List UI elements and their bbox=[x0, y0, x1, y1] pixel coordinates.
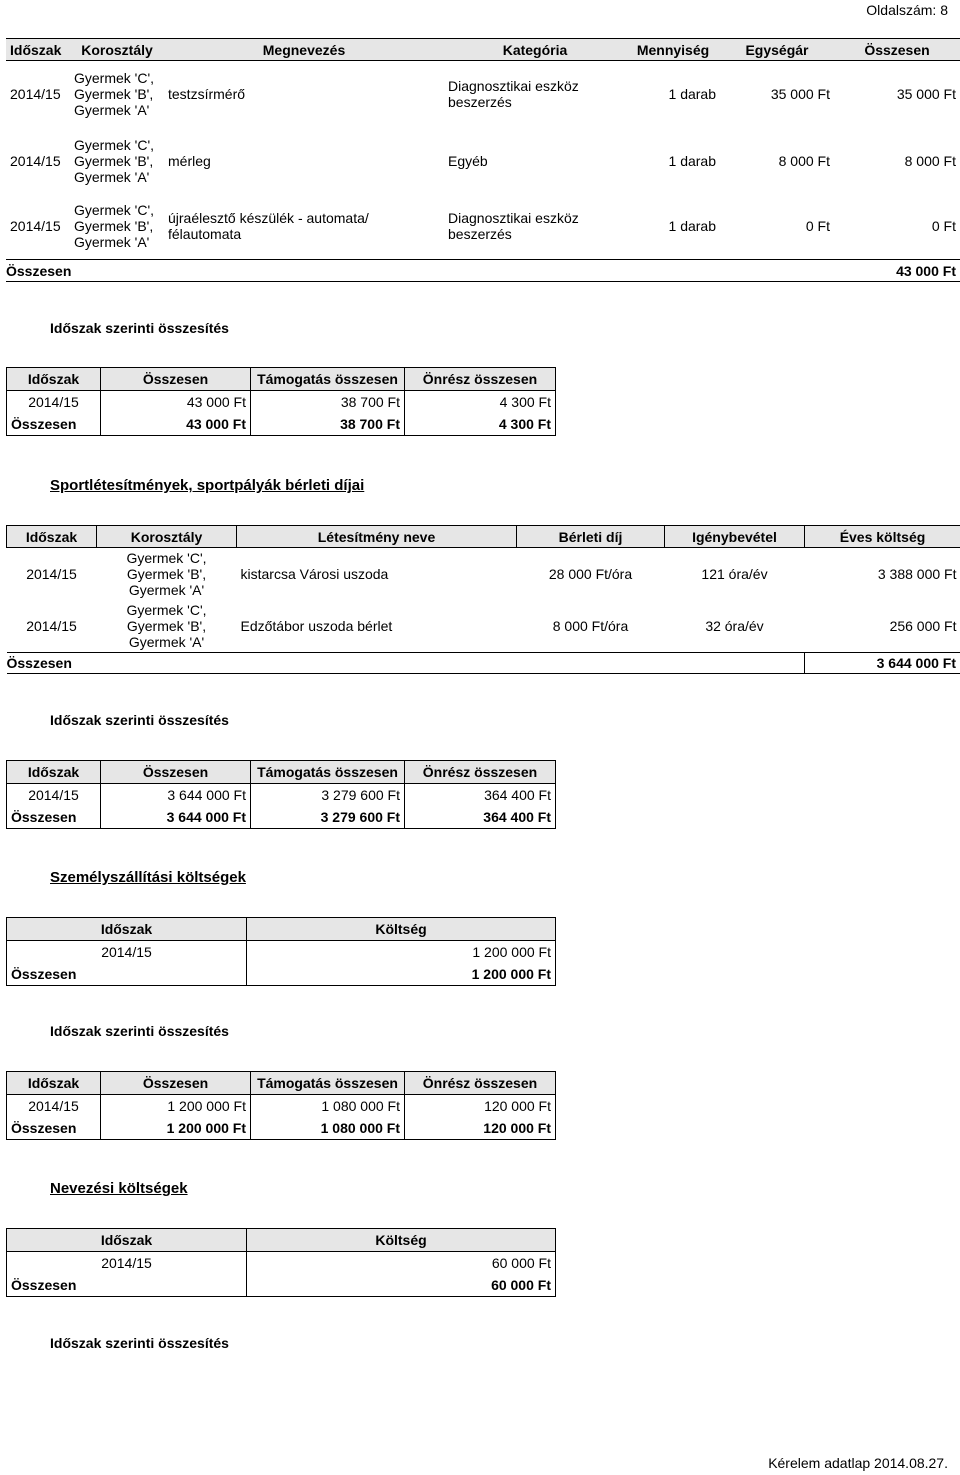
total-label: Összesen bbox=[6, 655, 72, 671]
total-row bbox=[7, 1274, 556, 1297]
col-header: Önrész összesen bbox=[405, 761, 556, 784]
own-share-cell: 120 000 Ft bbox=[405, 1095, 556, 1118]
name-cell: mérleg bbox=[168, 152, 211, 169]
total-label: Összesen bbox=[7, 806, 101, 829]
col-header: Bérleti díj bbox=[517, 526, 665, 548]
table-row bbox=[6, 128, 960, 194]
col-header: Egységár bbox=[720, 39, 834, 61]
fee-cell: 28 000 Ft/óra bbox=[548, 566, 633, 583]
period-cell: 2014/15 bbox=[26, 566, 77, 583]
col-header: Korosztály bbox=[70, 39, 164, 61]
entry-table bbox=[6, 1228, 556, 1297]
facility-name-cell: kistarcsa Városi uszoda bbox=[240, 566, 389, 583]
table-row bbox=[6, 61, 960, 128]
table-row bbox=[7, 548, 960, 601]
own-share-cell: 364 400 Ft bbox=[405, 806, 556, 829]
col-header: Összesen bbox=[101, 1072, 251, 1095]
col-header: Támogatás összesen bbox=[251, 761, 405, 784]
own-share-cell: 364 400 Ft bbox=[405, 784, 556, 807]
equipment-table bbox=[6, 38, 960, 282]
total-label: Összesen bbox=[7, 1274, 247, 1297]
period-cell: 2014/15 bbox=[7, 941, 247, 964]
col-header: Időszak bbox=[7, 761, 101, 784]
cost-cell: 60 000 Ft bbox=[247, 1274, 556, 1297]
col-header: Megnevezés bbox=[164, 39, 444, 61]
sum-cell: 3 644 000 Ft bbox=[101, 806, 251, 829]
age-cell: Gyermek 'C', Gyermek 'B', Gyermek 'A' bbox=[126, 602, 207, 651]
col-header: Időszak bbox=[7, 526, 97, 548]
usage-cell: 32 óra/év bbox=[705, 618, 764, 635]
col-header: Önrész összesen bbox=[405, 368, 556, 391]
total-cell: 8 000 Ft bbox=[904, 152, 956, 169]
period-cell: 2014/15 bbox=[7, 1095, 101, 1118]
total-row bbox=[7, 963, 556, 986]
subtotal-title: Időszak szerinti összesítés bbox=[50, 1335, 229, 1351]
period-cell: 2014/15 bbox=[10, 218, 61, 235]
own-share-cell: 120 000 Ft bbox=[405, 1117, 556, 1140]
total-row bbox=[7, 806, 556, 829]
period-cell: 2014/15 bbox=[10, 152, 61, 169]
subtotal-title: Időszak szerinti összesítés bbox=[50, 712, 229, 728]
period-cell: 2014/15 bbox=[26, 618, 77, 635]
own-share-cell: 4 300 Ft bbox=[405, 413, 556, 436]
age-cell: Gyermek 'C', Gyermek 'B', Gyermek 'A' bbox=[74, 136, 155, 185]
section-title: Személyszállítási költségek bbox=[50, 869, 246, 886]
period-cell: 2014/15 bbox=[7, 784, 101, 807]
col-header: Önrész összesen bbox=[405, 1072, 556, 1095]
col-header: Kategória bbox=[444, 39, 626, 61]
period-cell: 2014/15 bbox=[7, 391, 101, 414]
col-header: Összesen bbox=[834, 39, 960, 61]
cost-cell: 1 200 000 Ft bbox=[247, 963, 556, 986]
qty-cell: 1 darab bbox=[668, 86, 716, 103]
col-header: Költség bbox=[247, 1229, 556, 1252]
subtotal-title: Időszak szerinti összesítés bbox=[50, 1023, 229, 1039]
col-header: Időszak bbox=[7, 918, 247, 941]
section-title: Nevezési költségek bbox=[50, 1180, 188, 1197]
total-row bbox=[7, 413, 556, 436]
support-cell: 38 700 Ft bbox=[251, 391, 405, 414]
equipment-summary-table bbox=[6, 367, 556, 436]
footer: Kérelem adatlap 2014.08.27. bbox=[768, 1455, 948, 1471]
total-label: Összesen bbox=[7, 963, 247, 986]
col-header: Korosztály bbox=[97, 526, 237, 548]
page-number: Oldalszám: 8 bbox=[866, 2, 948, 18]
table-row bbox=[7, 391, 556, 414]
table-row bbox=[7, 601, 960, 653]
support-cell: 3 279 600 Ft bbox=[251, 806, 405, 829]
col-header: Igénybevétel bbox=[665, 526, 805, 548]
total-label: Összesen bbox=[7, 413, 101, 436]
unit-price-cell: 8 000 Ft bbox=[778, 152, 830, 169]
name-cell: újraélesztő készülék - automata/ félautomata bbox=[168, 210, 369, 243]
sum-cell: 3 644 000 Ft bbox=[101, 784, 251, 807]
facilities-summary-table bbox=[6, 760, 556, 829]
own-share-cell: 4 300 Ft bbox=[405, 391, 556, 414]
annual-cost-cell: 256 000 Ft bbox=[889, 618, 957, 635]
facilities-table bbox=[6, 525, 960, 674]
usage-cell: 121 óra/év bbox=[701, 566, 768, 583]
total-cell: 35 000 Ft bbox=[896, 86, 956, 103]
transport-table bbox=[6, 917, 556, 986]
col-header: Támogatás összesen bbox=[251, 1072, 405, 1095]
support-cell: 1 080 000 Ft bbox=[251, 1117, 405, 1140]
table-row bbox=[7, 784, 556, 807]
table-row bbox=[7, 1252, 556, 1275]
sum-cell: 43 000 Ft bbox=[101, 391, 251, 414]
category-cell: Diagnosztikai eszköz beszerzés bbox=[448, 78, 579, 111]
col-header: Időszak bbox=[7, 368, 101, 391]
support-cell: 38 700 Ft bbox=[251, 413, 405, 436]
col-header: Időszak bbox=[7, 1229, 247, 1252]
col-header: Időszak bbox=[6, 39, 70, 61]
transport-summary-table bbox=[6, 1071, 556, 1140]
age-cell: Gyermek 'C', Gyermek 'B', Gyermek 'A' bbox=[126, 550, 207, 599]
col-header: Összesen bbox=[101, 368, 251, 391]
table-row bbox=[7, 941, 556, 964]
unit-price-cell: 35 000 Ft bbox=[770, 86, 830, 103]
total-value: 3 644 000 Ft bbox=[805, 653, 960, 674]
col-header: Összesen bbox=[101, 761, 251, 784]
sum-cell: 43 000 Ft bbox=[101, 413, 251, 436]
section-title: Sportlétesítmények, sportpályák bérleti díjai bbox=[50, 477, 365, 494]
col-header: Létesítmény neve bbox=[237, 526, 517, 548]
age-cell: Gyermek 'C', Gyermek 'B', Gyermek 'A' bbox=[74, 202, 155, 251]
category-cell: Diagnosztikai eszköz beszerzés bbox=[448, 210, 579, 243]
total-value: 43 000 Ft bbox=[896, 262, 956, 279]
cost-cell: 1 200 000 Ft bbox=[247, 941, 556, 964]
col-header: Időszak bbox=[7, 1072, 101, 1095]
total-row bbox=[6, 260, 960, 282]
unit-price-cell: 0 Ft bbox=[805, 218, 830, 235]
age-cell: Gyermek 'C', Gyermek 'B', Gyermek 'A' bbox=[74, 70, 155, 119]
support-cell: 1 080 000 Ft bbox=[251, 1095, 405, 1118]
category-cell: Egyéb bbox=[448, 152, 488, 169]
total-label: Összesen bbox=[6, 262, 72, 279]
annual-cost-cell: 3 388 000 Ft bbox=[877, 566, 957, 583]
table-row bbox=[6, 194, 960, 260]
name-cell: testzsírmérő bbox=[168, 86, 246, 103]
subtotal-title: Időszak szerinti összesítés bbox=[50, 320, 229, 336]
facility-name-cell: Edzőtábor uszoda bérlet bbox=[240, 618, 393, 635]
qty-cell: 1 darab bbox=[668, 152, 716, 169]
col-header: Költség bbox=[247, 918, 556, 941]
table-row bbox=[7, 1095, 556, 1118]
col-header: Éves költség bbox=[805, 526, 960, 548]
total-row bbox=[7, 1117, 556, 1140]
fee-cell: 8 000 Ft/óra bbox=[552, 618, 629, 635]
sum-cell: 1 200 000 Ft bbox=[101, 1117, 251, 1140]
period-cell: 2014/15 bbox=[7, 1252, 247, 1275]
total-cell: 0 Ft bbox=[931, 218, 956, 235]
total-row bbox=[7, 653, 960, 674]
support-cell: 3 279 600 Ft bbox=[251, 784, 405, 807]
period-cell: 2014/15 bbox=[10, 86, 61, 103]
col-header: Mennyiség bbox=[626, 39, 720, 61]
qty-cell: 1 darab bbox=[668, 218, 716, 235]
sum-cell: 1 200 000 Ft bbox=[101, 1095, 251, 1118]
total-label: Összesen bbox=[7, 1117, 101, 1140]
cost-cell: 60 000 Ft bbox=[247, 1252, 556, 1275]
col-header: Támogatás összesen bbox=[251, 368, 405, 391]
